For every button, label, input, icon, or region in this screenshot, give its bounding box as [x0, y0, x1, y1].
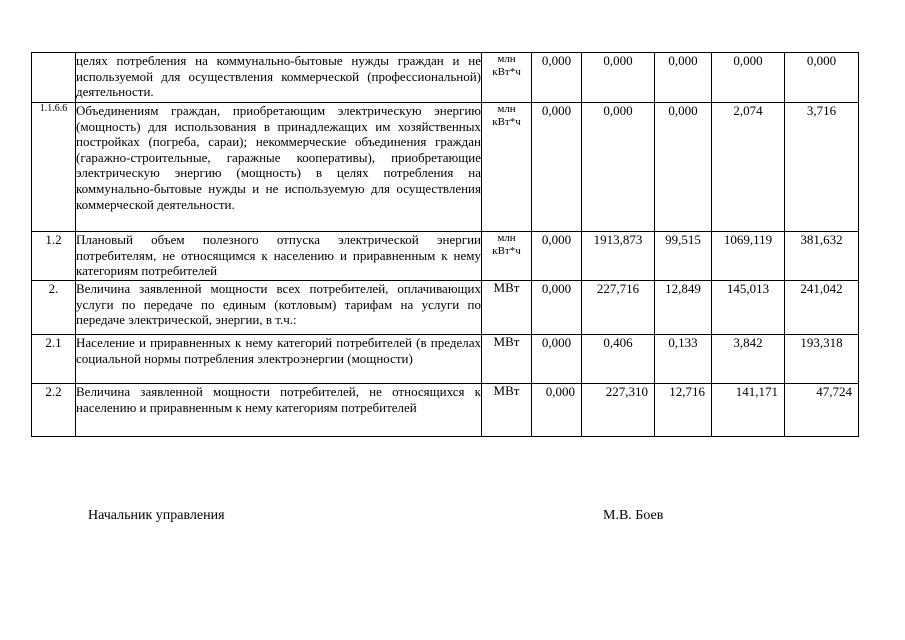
value-cell: 193,318	[785, 335, 859, 384]
row-number: 1.2	[32, 232, 76, 281]
value-cell: 0,000	[532, 384, 582, 437]
value-cell: 1069,119	[712, 232, 785, 281]
value-cell: 2,074	[712, 103, 785, 232]
unit-line-1: МВт	[493, 383, 520, 398]
row-number: 2.	[32, 281, 76, 335]
value-cell: 12,716	[655, 384, 712, 437]
row-description: Величина заявленной мощности всех потребителей, оплачивающих услуги по передаче по единым (котловым) тарифам на услуги по передаче электрической, энергии, в т.ч.:	[76, 281, 482, 335]
signatory-name: М.В. Боев	[603, 508, 664, 523]
unit-line-1: млн	[497, 53, 516, 65]
unit-line-1: млн	[497, 103, 516, 115]
unit-line-1: МВт	[493, 280, 520, 295]
row-unit	[482, 53, 532, 103]
signatory-position: Начальник управления	[88, 508, 225, 523]
value-cell: 12,849	[655, 281, 712, 335]
value-cell: 0,133	[655, 335, 712, 384]
value-cell: 3,716	[785, 103, 859, 232]
value-cell: 0,000	[655, 103, 712, 232]
value-cell: 3,842	[712, 335, 785, 384]
unit-line-2: кВт*ч	[492, 116, 521, 128]
value-cell: 0,000	[712, 53, 785, 103]
value-cell: 0,000	[532, 53, 582, 103]
unit-line-2: кВт*ч	[492, 245, 521, 257]
row-description: Население и приравненных к нему категорий потребителей (в пределах социальной нормы потребления электроэнергии (мощности)	[76, 335, 482, 384]
value-cell: 0,000	[655, 53, 712, 103]
value-cell: 0,000	[532, 103, 582, 232]
value-cell: 0,000	[532, 281, 582, 335]
row-unit	[482, 384, 532, 437]
row-number	[32, 53, 76, 103]
value-cell: 0,000	[582, 53, 655, 103]
unit-line-2: кВт*ч	[492, 66, 521, 78]
table-row	[32, 384, 859, 437]
table-row	[32, 335, 859, 384]
table-row	[32, 53, 859, 103]
value-cell: 0,000	[582, 103, 655, 232]
unit-line-1: млн	[497, 232, 516, 244]
row-description: Величина заявленной мощности потребителей, не относящихся к населению и приравненным к нему категориям потребителей	[76, 384, 482, 437]
value-cell: 241,042	[785, 281, 859, 335]
table-row	[32, 281, 859, 335]
value-cell: 141,171	[712, 384, 785, 437]
tariff-table	[31, 52, 859, 437]
value-cell: 0,000	[785, 53, 859, 103]
value-cell: 99,515	[655, 232, 712, 281]
value-cell: 227,310	[582, 384, 655, 437]
row-description: Плановый объем полезного отпуска электрической энергии потребителям, не относящимся к населению и приравненным к нему категориям потребителей	[76, 232, 482, 281]
value-cell: 0,000	[532, 335, 582, 384]
value-cell: 145,013	[712, 281, 785, 335]
table-row	[32, 232, 859, 281]
value-cell: 47,724	[785, 384, 859, 437]
row-unit	[482, 335, 532, 384]
value-cell: 1913,873	[582, 232, 655, 281]
row-unit	[482, 281, 532, 335]
row-number: 1.1.6.6	[32, 103, 76, 232]
row-description: Объединениям граждан, приобретающим электрическую энергию (мощность) для использования в принадлежащих им хозяйственных постройках (погреба, сараи); некоммерческие объединения граждан (гаражно-строительные, гаражные кооперативы), приобретающие электрическую энергию (мощность) в целях потребления на коммунально-бытовые нужды и не используемую для осуществления коммерческой деятельности.	[76, 103, 482, 232]
value-cell: 381,632	[785, 232, 859, 281]
value-cell: 0,000	[532, 232, 582, 281]
row-number: 2.1	[32, 335, 76, 384]
row-unit	[482, 232, 532, 281]
row-description: целях потребления на коммунально-бытовые нужды граждан и не используемой для осуществления коммерческой (профессиональной) деятельности.	[76, 53, 482, 103]
row-number: 2.2	[32, 384, 76, 437]
value-cell: 227,716	[582, 281, 655, 335]
unit-line-1: МВт	[493, 334, 520, 349]
table-row	[32, 103, 859, 232]
value-cell: 0,406	[582, 335, 655, 384]
row-unit	[482, 103, 532, 232]
